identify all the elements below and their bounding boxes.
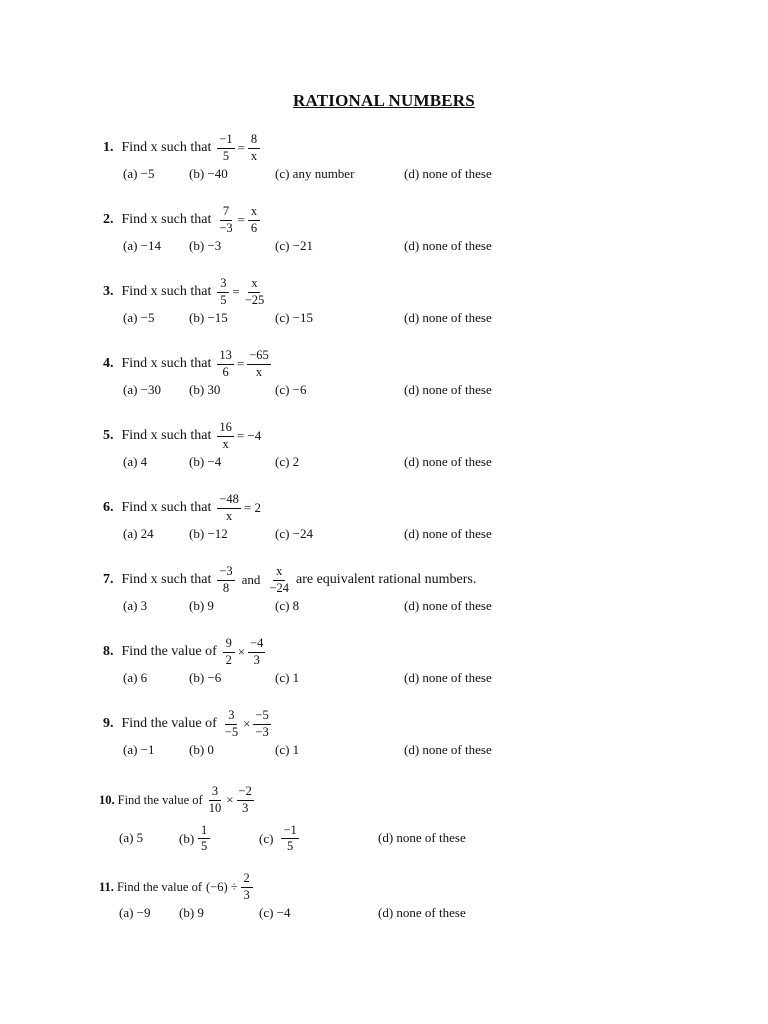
question-prompt: Find the value of xyxy=(121,716,217,732)
fraction-lhs: $\frac{3}{10}$ xyxy=(208,784,222,815)
option-c[interactable]: (c) −24 xyxy=(275,525,314,541)
option-label: (b) xyxy=(179,830,195,846)
question-number: 10. xyxy=(99,792,115,807)
question-number: 7. xyxy=(103,572,114,588)
option-c[interactable]: (c) −21 xyxy=(275,237,314,253)
option-b[interactable]: (b) 30 xyxy=(189,381,221,397)
question-4 xyxy=(103,348,492,402)
options-row xyxy=(103,597,492,618)
question-number: 9. xyxy=(103,716,114,732)
question-prompt: Find x such that xyxy=(121,212,212,228)
option-b[interactable]: (b) 9 xyxy=(189,597,214,613)
option-c[interactable]: (c) −4 xyxy=(259,904,291,920)
options-row xyxy=(103,237,492,258)
fraction-lhs: $\frac{9}{2}$ xyxy=(223,637,235,668)
option-d[interactable]: (d) none of these xyxy=(404,741,492,757)
question-9 xyxy=(103,708,492,762)
option-a[interactable]: (a) 6 xyxy=(123,669,148,685)
option-c[interactable]: (c) −6 xyxy=(275,381,307,397)
question-8 xyxy=(103,636,492,690)
operator: = xyxy=(237,140,245,156)
option-d[interactable]: (d) none of these xyxy=(404,525,492,541)
operator: = −4 xyxy=(236,428,262,444)
question-prompt: Find x such that xyxy=(121,356,212,372)
options-row xyxy=(99,904,466,925)
options-row xyxy=(103,165,492,186)
expression-operand: (−6) ÷ xyxy=(206,879,238,894)
option-c[interactable]: (c) 1 xyxy=(275,669,300,685)
question-1 xyxy=(103,132,492,186)
option-b[interactable] xyxy=(179,824,211,855)
fraction-lhs: $\frac{3}{5}$ xyxy=(217,277,229,308)
option-a[interactable]: (a) 24 xyxy=(123,525,154,541)
operator: = xyxy=(237,212,245,228)
question-prompt: Find the value of xyxy=(117,792,203,807)
question-number: 8. xyxy=(103,644,114,660)
question-prompt: Find x such that xyxy=(121,428,212,444)
question-5 xyxy=(103,420,492,474)
option-b[interactable]: (b) −15 xyxy=(189,309,228,325)
option-a[interactable]: (a) 5 xyxy=(119,829,144,845)
option-c[interactable]: (c) 8 xyxy=(275,597,300,613)
option-a[interactable]: (a) −14 xyxy=(123,237,162,253)
question-2 xyxy=(103,204,492,258)
options-row xyxy=(103,741,492,762)
fraction-rhs: $\frac{-65}{x}$ xyxy=(249,348,269,379)
options-row xyxy=(103,525,492,546)
option-d[interactable]: (d) none of these xyxy=(404,309,492,325)
option-c[interactable]: (c) 2 xyxy=(275,453,300,469)
fraction-rhs: $\frac{x}{6}$ xyxy=(248,205,260,236)
conjunction: and xyxy=(241,572,261,588)
fraction-lhs: $\frac{3}{-5}$ xyxy=(224,708,239,739)
option-d[interactable]: (d) none of these xyxy=(404,453,492,469)
option-b[interactable]: (b) 9 xyxy=(179,904,204,920)
operator: = 2 xyxy=(243,500,261,516)
fraction-rhs: $\frac{-4}{3}$ xyxy=(250,636,264,667)
option-c[interactable] xyxy=(259,824,300,855)
operator: × xyxy=(226,792,234,808)
fraction-lhs: $\frac{-1}{5}$ xyxy=(219,132,233,163)
fraction-rhs: $\frac{2}{3}$ xyxy=(241,872,253,903)
option-d[interactable]: (d) none of these xyxy=(378,904,466,920)
question-6 xyxy=(103,492,492,546)
question-11 xyxy=(99,871,466,925)
option-fraction: $\frac{-1}{5}$ xyxy=(283,822,297,854)
option-d[interactable]: (d) none of these xyxy=(404,381,492,397)
question-prompt: Find x such that xyxy=(121,572,212,588)
option-label: (c) xyxy=(259,830,274,846)
fraction-lhs: $\frac{-3}{8}$ xyxy=(219,564,233,595)
option-d[interactable]: (d) none of these xyxy=(378,829,466,845)
operator: = xyxy=(236,356,245,372)
options-row xyxy=(99,818,466,858)
fraction-rhs: $\frac{x}{-24}$ xyxy=(269,564,289,595)
question-7 xyxy=(103,564,492,618)
option-b[interactable]: (b) −4 xyxy=(189,453,222,469)
question-3 xyxy=(103,276,492,330)
option-d[interactable]: (d) none of these xyxy=(404,237,492,253)
option-b[interactable]: (b) −3 xyxy=(189,237,222,253)
fraction-lhs: $\frac{16}{x}$ xyxy=(219,420,232,451)
question-prompt: Find x such that xyxy=(121,284,212,300)
operator: × xyxy=(243,716,251,732)
fraction-rhs: $\frac{-5}{-3}$ xyxy=(255,708,269,739)
option-d[interactable]: (d) none of these xyxy=(404,669,492,685)
option-c[interactable]: (c) 1 xyxy=(275,741,300,757)
option-a[interactable]: (a) −5 xyxy=(123,165,155,181)
option-a[interactable]: (a) −1 xyxy=(123,741,155,757)
operator: = xyxy=(232,284,240,300)
option-d[interactable]: (d) none of these xyxy=(404,165,492,181)
question-prompt: Find x such that xyxy=(121,500,212,516)
option-b[interactable]: (b) −40 xyxy=(189,165,228,181)
question-number: 1. xyxy=(103,140,114,156)
question-number: 4. xyxy=(103,356,114,372)
option-a[interactable]: (a) −5 xyxy=(123,309,155,325)
option-b[interactable]: (b) −6 xyxy=(189,669,222,685)
question-number: 2. xyxy=(103,212,114,228)
question-prompt: Find the value of xyxy=(116,879,202,894)
option-a[interactable]: (a) 4 xyxy=(123,453,148,469)
option-c[interactable]: (c) −15 xyxy=(275,309,314,325)
question-number: 3. xyxy=(103,284,114,300)
fraction-rhs: $\frac{-2}{3}$ xyxy=(238,784,252,815)
option-fraction: $\frac{1}{5}$ xyxy=(198,824,210,855)
option-b[interactable]: (b) 0 xyxy=(189,741,214,757)
question-number: 5. xyxy=(103,428,114,444)
option-a[interactable]: (a) −9 xyxy=(119,904,151,920)
fraction-lhs: $\frac{13}{6}$ xyxy=(219,348,232,379)
option-d[interactable]: (d) none of these xyxy=(404,597,492,613)
fraction-lhs: $\frac{7}{-3}$ xyxy=(219,204,233,235)
question-10 xyxy=(99,784,466,858)
options-row xyxy=(103,453,492,474)
fraction-rhs: $\frac{x}{-25}$ xyxy=(244,276,265,307)
options-row xyxy=(103,381,492,402)
page-title: RATIONAL NUMBERS xyxy=(293,91,475,110)
option-b[interactable]: (b) −12 xyxy=(189,525,228,541)
question-suffix: are equivalent rational numbers. xyxy=(296,572,477,588)
question-number: 11. xyxy=(99,879,114,894)
options-row xyxy=(103,309,492,330)
fraction-lhs: $\frac{-48}{x}$ xyxy=(219,492,239,523)
option-c[interactable]: (c) any number xyxy=(275,165,355,181)
question-prompt: Find x such that xyxy=(121,140,212,156)
question-number: 6. xyxy=(103,500,114,516)
question-prompt: Find the value of xyxy=(121,644,217,660)
option-a[interactable]: (a) −30 xyxy=(123,381,162,397)
fraction-rhs: $\frac{8}{x}$ xyxy=(248,133,260,164)
options-row xyxy=(103,669,492,690)
option-a[interactable]: (a) 3 xyxy=(123,597,148,613)
operator: × xyxy=(237,644,246,660)
